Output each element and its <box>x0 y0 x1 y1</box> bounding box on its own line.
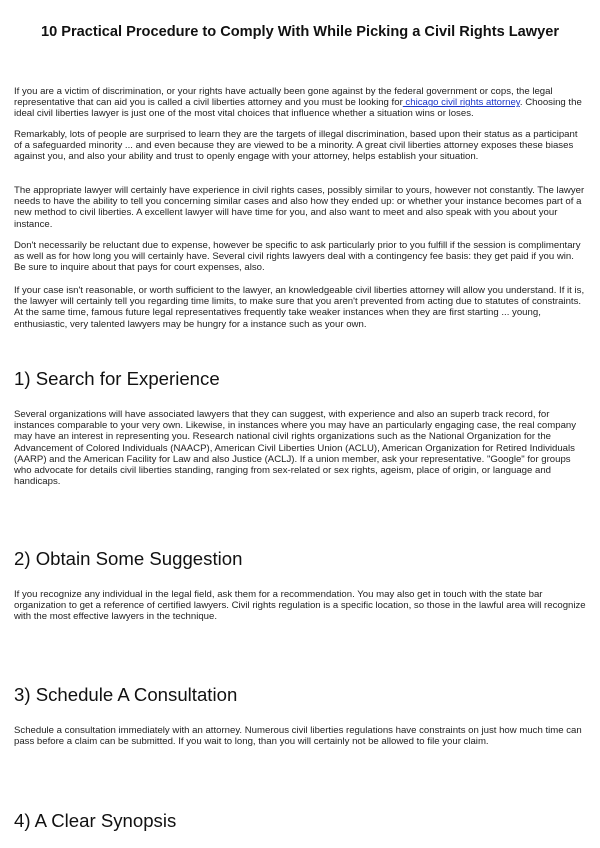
section-heading-a-clear-synopsis: 4) A Clear Synopsis <box>14 810 177 831</box>
section-heading-obtain-some-suggestion: 2) Obtain Some Suggestion <box>14 548 243 569</box>
page-title: 10 Practical Procedure to Comply With While Picking a Civil Rights Lawyer <box>40 24 560 40</box>
section-heading-schedule-a-consultation: 3) Schedule A Consultation <box>14 684 238 705</box>
intro-paragraph-4: Don't necessarily be reluctant due to expense, however be specific to ask particularly prior to you fulfill if the session is complimentary as well as for how long you will certainly have. Several civil rights lawyers deal with a contingency fee basis: they get paid if you win. Be sure to inquire about that pays for court expenses, also. <box>14 240 581 274</box>
intro-paragraph-1 <box>14 86 586 120</box>
intro-paragraph-3: The appropriate lawyer will certainly have experience in civil rights cases, possibly similar to yours, however not constantly. The lawyer needs to have the ability to tell you concerning similar cases and also how they ended up: or whether your instance becomes part of a new method to civil liberties. A excellent lawyer will have time for you, and also want to meet and also speak with you about your instance. <box>14 185 585 230</box>
section-body-search-for-experience: Several organizations will have associated lawyers that they can suggest, with experience and also an superb track record, for instances comparable to your very own. Likewise, in instances where you may have an particularly engaging case, the real company may have an interest in representing you. Research national civil rights organizations such as the National Organization for the Advancement of Colored Individuals (NAACP), American Civil Liberties Union (ACLU), American Organization for Retired Individuals (AARP) and the American Facility for Law and also Justice (ACLJ). If a union member, ask your representative. "Google" for groups who advocate for details civil liberties standing, ranging from sex-related or sex rights, ageism, place of origin, or language and handicaps. <box>14 409 577 488</box>
intro-paragraph-2: Remarkably, lots of people are surprised to learn they are the targets of illegal discrimination, based upon their status as a participant of a safeguarded minority ... and even because they are viewed to be a minority. A great civil liberties attorney exposes these biases against you, and also your ability and trust to openly engage with your attorney, helps establish your situation. <box>14 129 578 163</box>
intro-paragraph-1-text-start: If you are a victim of discrimination, or your rights have actually been gone against by the federal government or cops, the legal representative that can aid you is called a civil liberties attorney and you must be looking for <box>14 86 553 109</box>
intro-paragraph-5: If your case isn't reasonable, or worth sufficient to the lawyer, an knowledgeable civil liberties attorney will allow you understand. If it is, the lawyer will certainly tell you regarding time limits, to make sure that you aren't prevented from acting due to statutes of constraints. At the same time, famous future legal representatives frequently take weaker instances when they are first starting ... young, enthusiastic, very talented lawyers may be hungry for a instance such as your own. <box>14 285 585 330</box>
section-body-obtain-some-suggestion: If you recognize any individual in the legal field, ask them for a recommendation. You may also get in touch with the state bar organization to get a reference of certified lawyers. Civil rights regulation is a specific location, so those in the lawful area will recognize with the most effective lawyers in the technique. <box>14 589 586 623</box>
section-body-schedule-a-consultation: Schedule a consultation immediately with an attorney. Numerous civil liberties regulations have constraints on just how much time can pass before a claim can be submitted. If you wait to long, than you will certainly not be allowed to file your claim. <box>14 725 582 748</box>
intro-paragraph-1-text-end: . Choosing the ideal civil liberties lawyer is just one of the most vital choices that influence whether a situation wins or loses. <box>14 97 582 120</box>
section-heading-search-for-experience: 1) Search for Experience <box>14 368 220 389</box>
chicago-civil-rights-attorney-link[interactable]: chicago civil rights attorney <box>402 97 520 109</box>
